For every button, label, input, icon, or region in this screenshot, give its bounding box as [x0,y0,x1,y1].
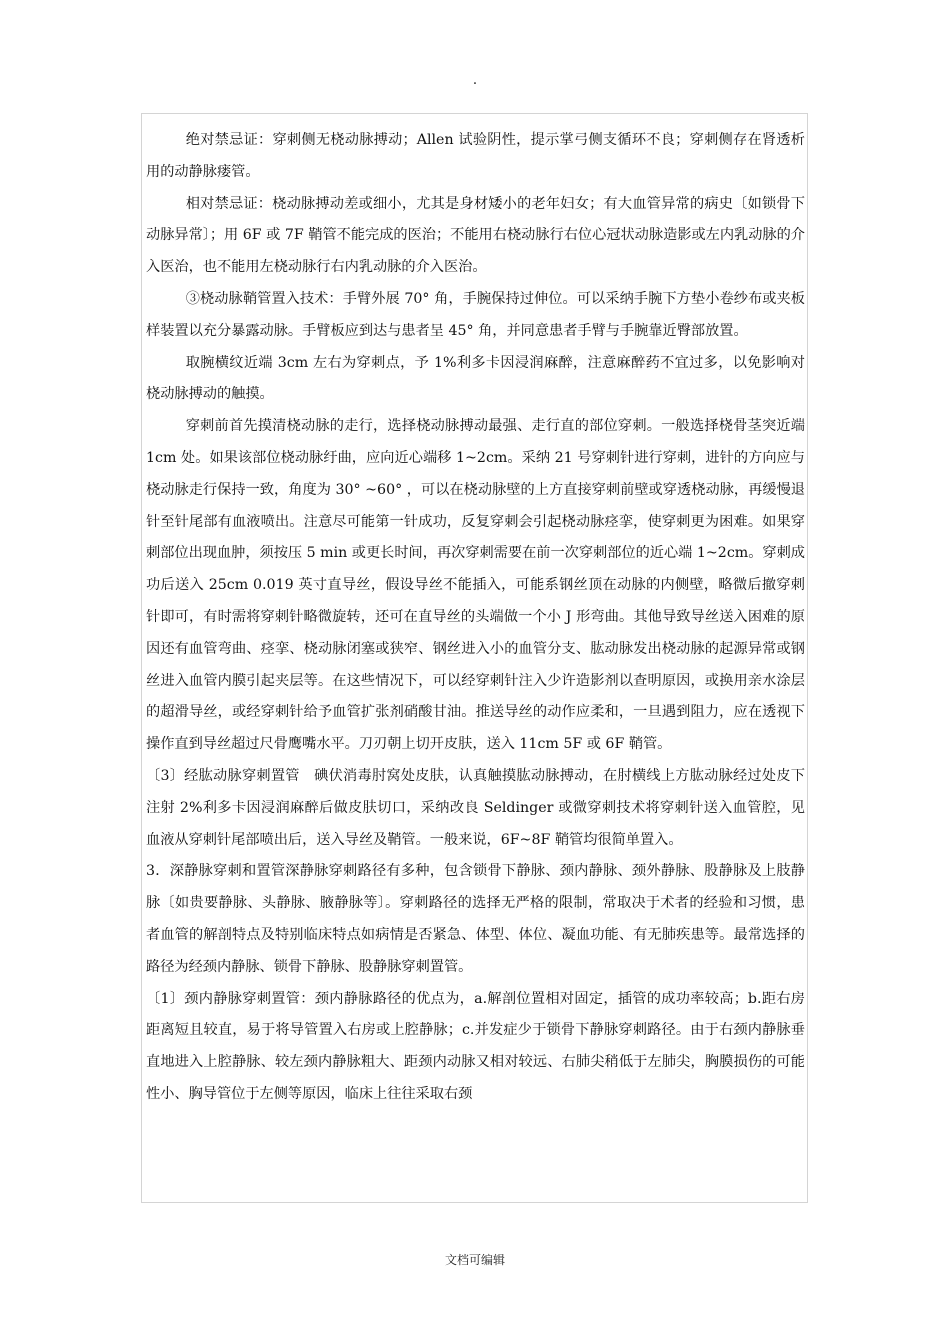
paragraph-internal-jugular-vein: 〔1〕颈内静脉穿刺置管：颈内静脉路径的优点为，a.解剖位置相对固定，插管的成功率较高；b.距右房距离短且较直，易于将导管置入右房或上腔静脉；c.并发症少于锁骨下静脉穿刺路径。由于右颈内静脉垂直地进入上腔静脉、较左颈内静脉粗大、距颈内动脉又相对较远、右肺尖稍低于左肺尖，胸膜损伤的可能性小、胸导管位于左侧等原因，临床上往往采取右颈 [146,990,805,1102]
paragraph-brachial-artery: 〔3〕经肱动脉穿刺置管 碘伏消毒肘窝处皮肤，认真触摸肱动脉搏动，在肘横线上方肱动脉经过处皮下注射 2%利多卡因浸润麻醉后做皮肤切口，采纳改良 Seldinger 或微穿刺技术将穿刺针送入血管腔，见血液从穿刺针尾部喷出后，送入导丝及鞘管。一般来说，6F~8F 鞘管均很简单置入。 [146,767,805,848]
paragraph-deep-vein-puncture: 3．深静脉穿刺和置管深静脉穿刺路径有多种，包含锁骨下静脉、颈内静脉、颈外静脉、股静脉及上肢静脉〔如贵要静脉、头静脉、腋静脉等〕。穿刺路径的选择无严格的限制，常取决于术者的经验和习惯，患者血管的解剖特点及特别临床特点如病情是否紧急、体型、体位、凝血功能、有无肺疾患等。最常选择的路径为经颈内静脉、锁骨下静脉、股静脉穿刺置管。 [146,863,805,975]
paragraph-radial-sheath-technique: ③桡动脉鞘管置入技术：手臂外展 70° 角，手腕保持过伸位。可以采纳手腕下方垫小卷纱布或夹板样装置以充分暴露动脉。手臂板应到达与患者呈 45° 角，并同意患者手臂与手腕靠近臀部放置。 [146,290,805,339]
paragraph-absolute-contraindications: 绝对禁忌证：穿刺侧无桡动脉搏动；Allen 试验阴性，提示掌弓侧支循环不良；穿刺侧存在肾透析用的动静脉瘘管。 [146,132,805,180]
footer-note: 文档可编辑 [444,1253,505,1267]
header-mark: . [472,72,478,88]
document-body [146,125,805,1111]
document-content-frame [141,113,808,1203]
paragraph-relative-contraindications: 相对禁忌证：桡动脉搏动差或细小，尤其是身材矮小的老年妇女；有大血管异常的病史〔如锁骨下动脉异常〕；用 6F 或 7F 鞘管不能完成的医治；不能用右桡动脉行右位心冠状动脉造影或左内乳动脉的介入医治，也不能用左桡动脉行右内乳动脉的介入医治。 [146,195,805,276]
paragraph-puncture-site: 取腕横纹近端 3cm 左右为穿刺点，予 1%利多卡因浸润麻醉，注意麻醉药不宜过多，以免影响对桡动脉搏动的触摸。 [146,354,805,403]
paragraph-puncture-procedure: 穿刺前首先摸清桡动脉的走行，选择桡动脉搏动最强、走行直的部位穿刺。一般选择桡骨茎突近端 1cm 处。如果该部位桡动脉纡曲，应向近心端移 1~2cm。采纳 21 号穿刺针进行穿刺，进针的方向应与桡动脉走行保持一致，角度为 30° ~60° ，可以在桡动脉壁的上方直接穿刺前壁或穿透桡动脉，再缓慢退针至针尾部有血液喷出。注意尽可能第一针成功，反复穿刺会引起桡动脉痉挛，使穿刺更为困难。如果穿刺部位出现血肿，须按压 5 min 或更长时间，再次穿刺需要在前一次穿刺部位的近心端 1~2cm。穿刺成功后送入 25cm 0.019 英寸直导丝，假设导丝不能插入，可能系钢丝顶在动脉的内侧壁，略微后撤穿刺针即可，有时需将穿刺针略微旋转，还可在直导丝的头端做一个小 J 形弯曲。其他导致导丝送入困难的原因还有血管弯曲、痉挛、桡动脉闭塞或狭窄、钢丝进入小的血管分支、肱动脉发出桡动脉的起源异常或钢丝进入血管内膜引起夹层等。在这些情况下，可以经穿刺针注入少许造影剂以查明原因，或换用亲水涂层的超滑导丝，或经穿刺针给予血管扩张剂硝酸甘油。推送导丝的动作应柔和，一旦遇到阻力，应在透视下操作直到导丝超过尺骨鹰嘴水平。刀刃朝上切开皮肤，送入 11cm 5F 或 6F 鞘管。 [146,418,805,753]
